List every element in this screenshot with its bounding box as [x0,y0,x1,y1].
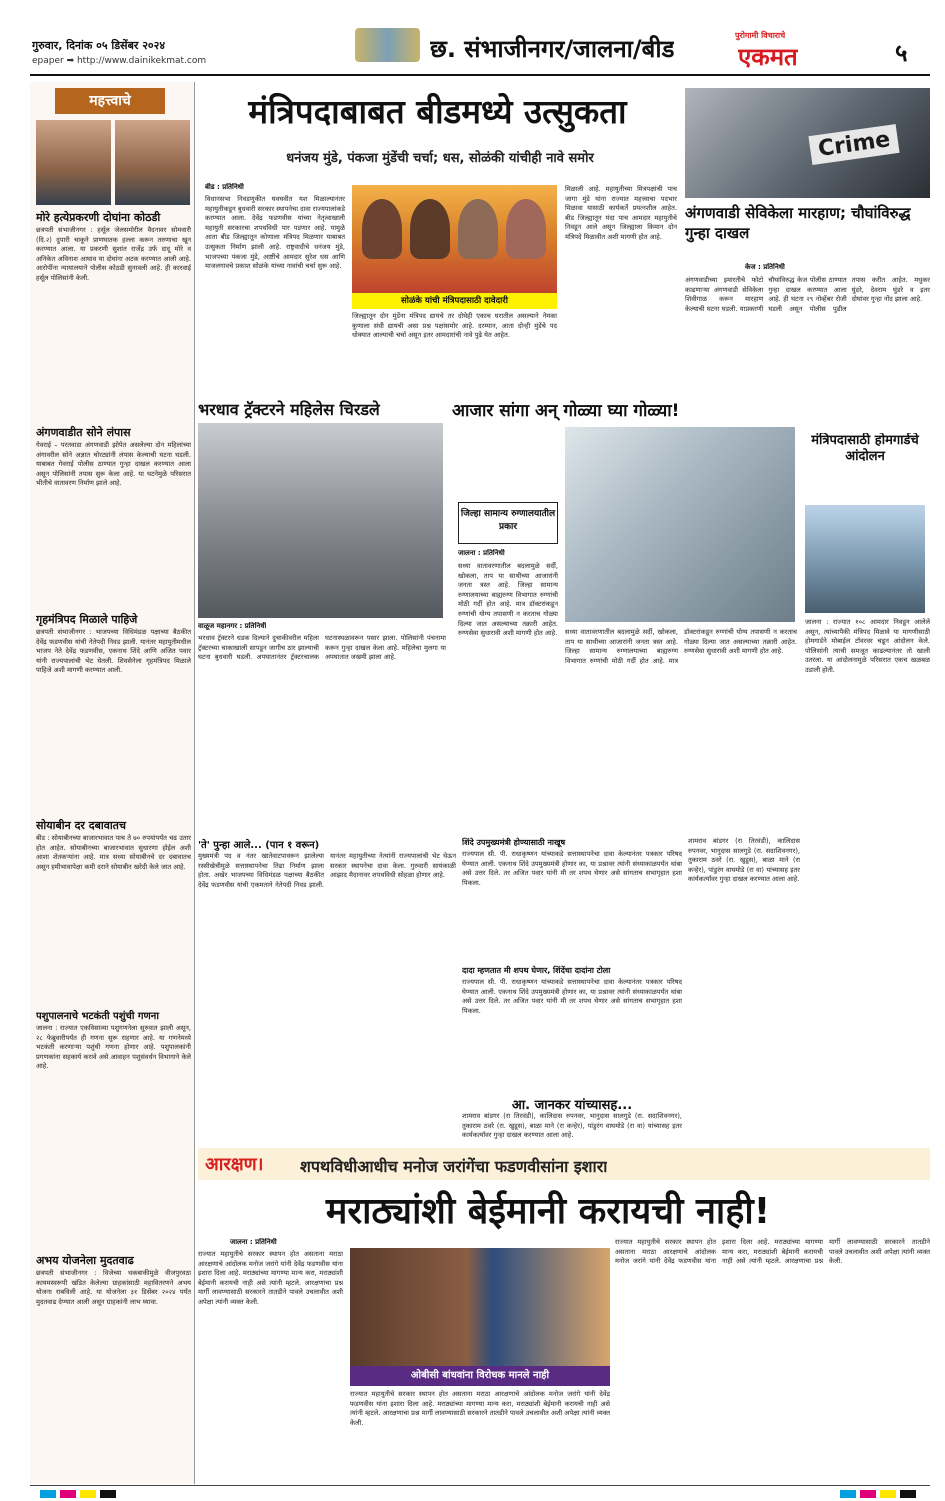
sidebar-title: महत्त्वाचे [55,88,165,114]
registration-mark-icon [900,1490,916,1498]
main-story-body: जिल्ह्यातून दोन मुंडेंना मंत्रिपद द्यायचे तर दोघेही एकाच घरातील असल्याने नेमका कुणाला संधी द्यायची असा प्रश्न पक्षांसमोर आहे. दरम्यान, आता दोन्ही मुंडेंचे पद धोक्यात आल्याची चर्चा असून इतर आमदारांची नावे पुढे येत आहेत. [352,312,557,340]
sidebar-story-headline[interactable]: गृहमंत्रिपद मिळाले पाहिजे [36,613,138,626]
sidebar-story-body: छत्रपती संभाजीनगर : विजेच्या थकबाकीमुळे वीजपुरवठा कायमस्वरूपी खंडित केलेल्या ग्राहकांसाठी महावितरणने अभय योजना राबविली आहे. या योजनेला ३१ डिसेंबर २०२४ पर्यंत मुदतवाढ देण्यात आली असून ग्राहकांनी लाभ घ्यावा. [36,1269,191,1306]
anganwadi-body: अंगणवाडीच्या इमारतीचे फोटो काढणाऱ्या अंगणवाडी सेविकेला शिवीगाळ करून मारहाण केल्याची घटना घडली. याप्रकरणी चौघांविरुद्ध केज पोलीस ठाण्यात गुन्हा दाखल करण्यात आला आहे. ही घटना २९ नोव्हेंबर रोजी घडली असून पोलीस पुढील तपास करीत आहेत. मधुकर घुंडरे, देवराम घुंडरे व इतर दोघांवर गुन्हा नोंद झाला आहे. [685,276,930,313]
politician-figure-icon [362,199,402,259]
accused-photo-1 [36,120,111,205]
sidebar-story-body: जालना : राज्यात एकविसाव्या पशुगणनेला सुरुवात झाली असून, २८ फेब्रुवारीपर्यंत ही गणना सुरू राहणार आहे. या गणनेमध्ये भटकंती करणाऱ्या पशुंची गणना होणार आहे. पशुपालकांनी प्रगणकांना सहकार्य करावे असे आवाहन पशुसंवर्धन विभागाने केले आहे. [36,1024,191,1071]
photo-caption: ओबीसी बांधवांना विरोधक मानले नाही [350,1366,610,1386]
photo-caption: सोळंके यांची मंत्रिपदासाठी दावेदारी [352,293,557,309]
sidebar-story-headline[interactable]: अभय योजनेला मुदतवाढ [36,1254,134,1267]
politician-figure-icon [410,199,450,259]
sidebar-story-headline[interactable]: पशुपालनाचे भटकंती पशुंची गणना [36,1011,159,1022]
registration-mark-icon [80,1490,96,1498]
main-byline: बीड : प्रतिनिधी [205,183,244,191]
hospital-byline: जालना : प्रतिनिधी [458,549,505,557]
continued-headline[interactable]: 'ते' पुन्हा आले... (पान १ वरून) [198,840,320,851]
shinde-subhead: दादा म्हणतात मी शपथ घेणार, शिंदेंचा दादांना टोला [462,966,611,975]
shinde-headline[interactable]: शिंदे उपमुख्यमंत्री होण्यासाठी नाखूष [462,838,566,847]
jankar-body: शामराव बांडगर (रा तिरवंडी), कालिदास रुपनवर, भानुदास सालगुडे (रा. सदाशिवनगर), तुकाराम ठवरे (रा. खुडूस), बाळा माने (रा कन्हेर), पांडुरंग वाघमोडे (रा वा) यांच्यासह इतर कार्यकर्त्यांवर गुन्हा दाखल करण्यात आला आहे. [688,837,800,884]
crime-label: Crime [808,124,900,165]
homeguard-headline[interactable]: मंत्रिपदासाठी होमगार्डचे आंदोलन [811,433,919,464]
hospital-kicker-box: जिल्हा सामान्य रुग्णालयातील प्रकार [458,502,558,544]
jarange-fadnavis-photo [350,1248,610,1366]
reservation-label: आरक्षण। [205,1154,264,1175]
brand-tagline: पुरोगामी विचाराचे [735,31,786,40]
hospital-headline[interactable]: आजार सांगा अन् गोळ्या घ्या गोळ्या! [452,401,680,421]
registration-mark-icon [860,1490,876,1498]
masthead-divider [30,74,930,76]
maratha-body: राज्यात महायुतीचे सरकार स्थापन होत असताना मराठा आरक्षणाचे आंदोलक मनोज जरांगे यांनी देवेंद्र फडणवीस यांना इशारा दिला आहे. मराठ्यांच्या मागण्या मान्य करा, मराठ्यांशी बेईमानी करायची नाही असे त्यांनी म्हटले. आरक्षणाचा प्रश्न मार्गी लावण्यासाठी सरकारने तातडीने पावले उचलावीत अशी अपेक्षा त्यांनी व्यक्त केली. [615,1238,930,1266]
accused-photo-2 [115,120,190,205]
brand-name: एकमत [738,43,798,71]
homeguard-photo [805,505,925,613]
maratha-body: राज्यात महायुतीचे सरकार स्थापन होत असताना मराठा आरक्षणाचे आंदोलक मनोज जरांगे यांनी देवेंद्र फडणवीस यांना इशारा दिला आहे. मराठ्यांच्या मागण्या मान्य करा, मराठ्यांशी बेईमानी करायची नाही असे त्यांनी म्हटले. आरक्षणाचा प्रश्न मार्गी लावण्यासाठी सरकारने तातडीने पावले उचलावीत अशी अपेक्षा त्यांनी व्यक्त केली. [198,1250,343,1306]
shinde-body: राज्यपाल सी. पी. राधाकृष्णन यांच्याकडे सत्तास्थापनेचा दावा केल्यानंतर पत्रकार परिषद घेण्यात आली. एकनाथ शिंदे उपमुख्यमंत्री होणार का, या प्रश्नावर त्यांनी संध्याकाळपर्यंत थांबा असे उत्तर दिले. तर अजित पवार यांनी मी तर शपथ घेणार असे सांगताच सभागृहात हशा पिकला. [462,978,682,1015]
anganwadi-byline: केज : प्रतिनिधी [745,263,785,271]
hospital-body: सध्या वातावरणातील बदलामुळे सर्दी, खोकला, ताप या साथीच्या आजारांनी जनता त्रस्त आहे. जिल्हा सामान्य रुग्णालयाच्या बाह्यरुग्ण विभागात रुग्णांची मोठी गर्दी होत आहे. मात्र डॉक्टरांकडून रुग्णांची योग्य तपासणी न करताच गोळ्या दिल्या जात असल्याच्या तक्रारी आहेत. रुग्णसेवा सुधारावी अशी मागणी होत आहे. [458,562,558,638]
registration-mark-icon [60,1490,76,1498]
edition-emblem-icon [355,28,420,62]
main-story-body: मिळाली आहे. महायुतीच्या मित्रपक्षांची पाच जागा मुंडे यांना राज्यात महत्त्वाचा पदभार मिळावा यासाठी कार्यकर्ते प्रयत्नशील आहेत. बीड जिल्ह्यातून यंदा पाच आमदार महायुतीचे निवडून आले असून जिल्ह्याला किमान दोन मंत्रिपदे मिळावीत अशी मागणी होत आहे. [565,185,677,241]
main-story-body: विधानसभा निवडणुकीत घवघवीत यश मिळाल्यानंतर महायुतीकडून बुधवारी सरकार स्थापनेचा दावा राज्यपालांकडे करण्यात आला. देवेंद्र फडणवीस यांच्या नेतृत्वाखाली महायुती सरकारचा शपथविधी पार पडणार आहे. यामुळे आता बीड जिल्ह्यातून कोणाला मंत्रिपद मिळणार याबाबत उत्सुकता निर्माण झाली आहे. राष्ट्रवादीचे धनंजय मुंडे, भाजपच्या पंकजा मुंडे, आष्टीचे आमदार सुरेश धस आणि माजलगावचे प्रकाश सोळंके यांच्या नावांची चर्चा सुरू आहे. [205,195,345,271]
sidebar-story-headline[interactable]: सोयाबीन दर दबावातच [36,819,126,832]
maratha-headline[interactable]: मराठ्यांशी बेईमानी करायची नाही! [325,1191,771,1232]
shinde-body: राज्यपाल सी. पी. राधाकृष्णन यांच्याकडे सत्तास्थापनेचा दावा केल्यानंतर पत्रकार परिषद घेण्यात आली. एकनाथ शिंदे उपमुख्यमंत्री होणार का, या प्रश्नावर त्यांनी संध्याकाळपर्यंत थांबा असे उत्तर दिले. तर अजित पवार यांनी मी तर शपथ घेणार असे सांगताच सभागृहात हशा पिकला. [462,850,682,887]
registration-mark-icon [880,1490,896,1498]
jankar-headline[interactable]: आ. जानकर यांच्यासह... [511,1098,633,1113]
tractor-byline: वाळूज महानगर : प्रतिनिधी [198,622,267,630]
issue-date: गुरुवार, दिनांक ०५ डिसेंबर २०२४ [32,39,166,52]
main-headline[interactable]: मंत्रिपदाबाबत बीडमध्ये उत्सुकता [248,92,627,131]
sidebar-story-headline[interactable]: मोरे हत्येप्रकरणी दोघांना कोठडी [36,211,161,224]
registration-mark-icon [40,1490,56,1498]
registration-mark-icon [840,1490,856,1498]
sidebar-story-body: बीड : सोयाबीनच्या बाजारभावात पाच ते ७० रुपयांपर्यंत चढ उतार होत आहेत. सोयाबीनच्या बाजारभावात सुधारणा होईल अशी आशा शेतकऱ्यांना आहे. मात्र सध्या सोयाबीनचे दर दबावातच असून हमीभावापेक्षा कमी दराने सोयाबीन खरेदी केले जात आहे. [36,834,191,871]
politician-figure-icon [506,199,546,259]
main-subhead: धनंजय मुंडे, पंकजा मुंडेंची चर्चा; धस, सोळंकी यांचीही नावे समोर [286,151,594,166]
registration-mark-icon [100,1490,116,1498]
jankar-body: शामराव बांडगर (रा तिरवंडी), कालिदास रुपनवर, भानुदास सालगुडे (रा. सदाशिवनगर), तुकाराम ठवरे (रा. खुडूस), बाळा माने (रा कन्हेर), पांडुरंग वाघमोडे (रा वा) यांच्यासह इतर कार्यकर्त्यांवर गुन्हा दाखल करण्यात आला आहे. [462,1112,682,1140]
anganwadi-headline[interactable]: अंगणवाडी सेविकेला मारहाण; चौघांविरुद्ध गुन्हा दाखल [685,204,911,242]
accident-photo [198,423,443,618]
homeguard-body: जालना : राज्यात १०८ आमदार निवडून आलेले असून, त्यांच्यापैकी मंत्रिपद मिळावे या मागणीसाठी होमगार्डने मोबाईल टॉवरवर चढून आंदोलन केले. पोलिसांनी त्याची समजूत काढल्यानंतर तो खाली उतरला. या आंदोलनामुळे परिसरात एकच खळबळ उडाली होती. [805,618,930,674]
page-bottom-divider [30,1485,930,1486]
sidebar-story-body: गेवराई – परतवाडा अंगणवाडी झोपेत असलेल्या दोन महिलांच्या अंगावरील सोने अज्ञात चोरट्यांनी लंपास केल्याची घटना घडली. याबाबत गेवराई पोलीस ठाण्यात गुन्हा दाखल करण्यात आला असून पोलिसांनी तपास सुरू केला आहे. या घटनेमुळे परिसरात भीतीचे वातावरण निर्माण झाले आहे. [36,441,191,488]
sidebar-story-headline[interactable]: अंगणवाडीत सोने लंपास [36,426,131,439]
politician-figure-icon [458,199,498,259]
edition-title: छ. संभाजीनगर/जालना/बीड [430,35,675,63]
sidebar-story-body: छत्रपती संभाजीनगर : हर्सूल जेलसमोरील वैदनावर सोमवारी (दि.२) दुपारी चाकूने प्राणघातक हल्ला करून तरुणाचा खून करण्यात आला. या प्रकरणी सुशांत राजेंद्र उर्फ दादू मोरे व अनिकेत अविनाश आघाव या दोघांना अटक करण्यात आली आहे. आरोपींना न्यायालयाने पोलीस कोठडी सुनावली आहे. ही कारवाई हर्सूल पोलिसांनी केली. [36,226,191,282]
maratha-body: राज्यात महायुतीचे सरकार स्थापन होत असताना मराठा आरक्षणाचे आंदोलक मनोज जरांगे यांनी देवेंद्र फडणवीस यांना इशारा दिला आहे. मराठ्यांच्या मागण्या मान्य करा, मराठ्यांशी बेईमानी करायची नाही असे त्यांनी म्हटले. आरक्षणाचा प्रश्न मार्गी लावण्यासाठी सरकारने तातडीने पावले उचलावीत अशी अपेक्षा त्यांनी व्यक्त केली. [350,1390,610,1427]
hospital-body: सध्या वातावरणातील बदलामुळे सर्दी, खोकला, ताप या साथीच्या आजारांनी जनता त्रस्त आहे. जिल्हा सामान्य रुग्णालयाच्या बाह्यरुग्ण विभागात रुग्णांची मोठी गर्दी होत आहे. मात्र डॉक्टरांकडून रुग्णांची योग्य तपासणी न करताच गोळ्या दिल्या जात असल्याच्या तक्रारी आहेत. रुग्णसेवा सुधारावी अशी मागणी होत आहे. [565,628,797,665]
tractor-headline[interactable]: भरधाव ट्रॅक्टरने महिलेस चिरडले [198,400,380,419]
epaper-link[interactable]: epaper ➡ http://www.dainikekmat.com [32,56,207,66]
hospital-photo [565,427,795,622]
page-number: ५ [895,39,908,67]
reservation-kicker: शपथविधीआधीच मनोज जरांगेंचा फडणवीसांना इशारा [300,1157,608,1176]
maratha-byline: जालना : प्रतिनिधी [230,1238,277,1246]
tractor-body: भरधाव ट्रॅक्टरने धडक दिल्याने दुचाकीवरील महिला ट्रॅक्टरच्या चाकाखाली सापडून जागीच ठार झाल्याची घटना बुधवारी घडली. अपघातानंतर ट्रॅक्टरचालक घटनास्थळावरून पसार झाला. पोलिसांनी पंचनामा करून गुन्हा दाखल केला आहे. महिलेचा मुलगा या अपघातात जखमी झाला आहे. [198,634,446,662]
politicians-photo [352,185,557,293]
continued-body: मुख्यमंत्री पद व नंतर खातेवाटपावरून झालेल्या रस्सीखेचीमुळे सत्तास्थापनेचा तिढा निर्माण झाला होता. अखेर भाजपच्या विधिमंडळ पक्षाच्या बैठकीत देवेंद्र फडणवीस यांची एकमताने नेतेपदी निवड झाली. यानंतर महायुतीच्या नेत्यांनी राज्यपालांची भेट घेऊन सरकार स्थापनेचा दावा केला. गुरुवारी सायंकाळी आझाद मैदानावर शपथविधी सोहळा होणार आहे. [198,852,456,889]
sidebar-story-body: छत्रपती संभाजीनगर : भाजपच्या विधिमंडळ पक्षाच्या बैठकीत देवेंद्र फडणवीस यांची नेतेपदी निवड झाली. यानंतर महायुतीमधील भाजप नेते देवेंद्र फडणवीस, एकनाथ शिंदे आणि अजित पवार यांनी राज्यपालांची भेट घेतली. शिवसेनेला गृहमंत्रिपद मिळाले पाहिजे अशी मागणी करण्यात आली. [36,628,191,675]
